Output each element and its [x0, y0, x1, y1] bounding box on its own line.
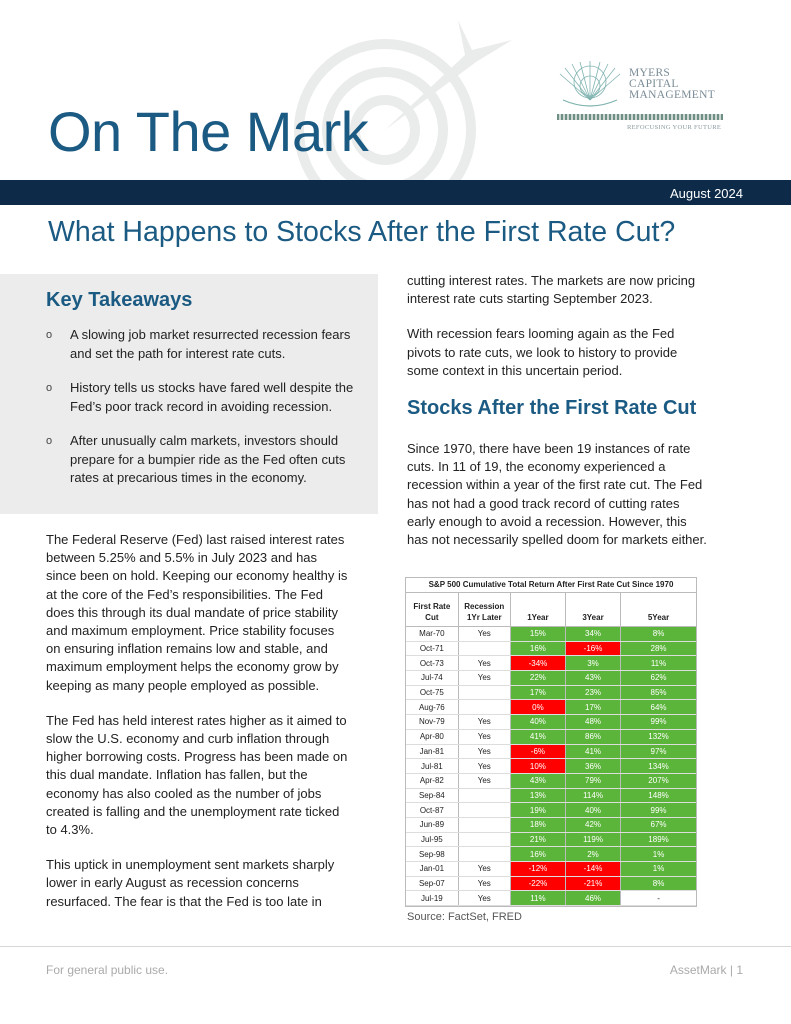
- footer-divider: [0, 946, 791, 947]
- table-cell: 2%: [565, 847, 620, 862]
- issue-date: August 2024: [669, 186, 743, 201]
- table-row: [406, 788, 696, 803]
- table-cell: Jul-81: [406, 759, 458, 774]
- bullet-icon: o: [46, 329, 53, 341]
- table-cell: Oct-75: [406, 685, 458, 700]
- logo-band: [557, 114, 723, 120]
- table-cell: -16%: [565, 641, 620, 656]
- table-cell: 67%: [621, 817, 696, 832]
- table-title: S&P 500 Cumulative Total Return After First Rate Cut Since 1970: [406, 578, 696, 593]
- company-logo: [555, 60, 740, 140]
- left-column: [46, 531, 348, 928]
- table-cell: 1%: [621, 847, 696, 862]
- table-cell: 0%: [510, 700, 565, 715]
- table-cell: Mar-70: [406, 627, 458, 642]
- section-body: [407, 440, 707, 549]
- table-cell: 114%: [565, 788, 620, 803]
- table-cell: -34%: [510, 656, 565, 671]
- table-row: [406, 656, 696, 671]
- table-cell: Oct-73: [406, 656, 458, 671]
- footer-page: AssetMark | 1: [669, 963, 743, 977]
- table-row: [406, 773, 696, 788]
- table-cell: 132%: [621, 729, 696, 744]
- table-cell: Sep-98: [406, 847, 458, 862]
- table-cell: -14%: [565, 862, 620, 877]
- footer-disclaimer: For general public use.: [46, 963, 169, 977]
- table-cell: Aug-76: [406, 700, 458, 715]
- fan-logo-icon: [555, 60, 625, 112]
- table-row: [406, 817, 696, 832]
- table-cell: 42%: [565, 817, 620, 832]
- table-cell: Yes: [458, 744, 510, 759]
- logo-line-1: MYERS: [629, 67, 671, 79]
- table-cell: 41%: [565, 744, 620, 759]
- table-cell: 23%: [565, 685, 620, 700]
- table-header: 5Year: [621, 593, 696, 627]
- table-cell: Jun-89: [406, 817, 458, 832]
- table-cell: 3%: [565, 656, 620, 671]
- table-row: [406, 759, 696, 774]
- table-row: [406, 641, 696, 656]
- table-cell: 40%: [565, 803, 620, 818]
- article-headline: What Happens to Stocks After the First Rate Cut?: [48, 216, 676, 248]
- table-cell: 48%: [565, 715, 620, 730]
- table-cell: 40%: [510, 715, 565, 730]
- table-row: [406, 715, 696, 730]
- body-paragraph: Since 1970, there have been 19 instances of rate cuts. In 11 of 19, the economy experienced a recession within a year of the first rate cut. The Fed has not had a good track record of cutting rates early enough to avoid a recession. However, this has not necessarily spelled doom for markets either.: [407, 441, 707, 548]
- table-cell: Sep-84: [406, 788, 458, 803]
- table-cell: Yes: [458, 715, 510, 730]
- table-cell: Sep-07: [406, 876, 458, 891]
- brand-title: On The Mark: [48, 100, 369, 163]
- table-row: [406, 700, 696, 715]
- table-cell: [458, 641, 510, 656]
- table-cell: -6%: [510, 744, 565, 759]
- section-title: Stocks After the First Rate Cut: [407, 397, 697, 419]
- table-header: First Rate Cut: [406, 593, 458, 627]
- table-cell: 79%: [565, 773, 620, 788]
- table-row: [406, 685, 696, 700]
- table-cell: 36%: [565, 759, 620, 774]
- table-header: 1Year: [510, 593, 565, 627]
- table-cell: Yes: [458, 891, 510, 906]
- table-cell: [458, 847, 510, 862]
- table-cell: -: [621, 891, 696, 906]
- bullet-icon: o: [46, 382, 53, 394]
- table-cell: 16%: [510, 847, 565, 862]
- table-cell: [458, 700, 510, 715]
- body-paragraph: This uptick in unemployment sent markets sharply lower in early August as recession concerns resurfaced. The fear is that the Fed is too late in: [46, 857, 335, 909]
- table-cell: 43%: [510, 773, 565, 788]
- table-cell: 85%: [621, 685, 696, 700]
- body-paragraph: The Federal Reserve (Fed) last raised interest rates between 5.25% and 5.5% in July 2023 and has since been on hold. Keeping our economy healthy is at the core of the Fed’s responsibilities. The Fed does this through its dual mandate of price stability and maximum employment. Price stability focuses on ensuring inflation remains low and stable, and maximum employment helps the economy grow by keeping as many people employed as possible.: [46, 532, 348, 693]
- table-cell: 28%: [621, 641, 696, 656]
- table-cell: 15%: [510, 627, 565, 642]
- table-cell: Jul-19: [406, 891, 458, 906]
- table-row: [406, 891, 696, 906]
- table-cell: [458, 832, 510, 847]
- table-cell: 34%: [565, 627, 620, 642]
- logo-tagline: REFOCUSING YOUR FUTURE: [627, 124, 722, 131]
- table-cell: 11%: [510, 891, 565, 906]
- table-cell: Yes: [458, 656, 510, 671]
- table-cell: 43%: [565, 671, 620, 686]
- table-header: 3Year: [565, 593, 620, 627]
- table-cell: [458, 817, 510, 832]
- table-cell: 148%: [621, 788, 696, 803]
- table-cell: 8%: [621, 627, 696, 642]
- table-row: [406, 671, 696, 686]
- table-cell: Yes: [458, 862, 510, 877]
- key-takeaways-title: Key Takeaways: [46, 289, 193, 311]
- table-cell: [458, 685, 510, 700]
- table-row: [406, 744, 696, 759]
- table-cell: Oct-87: [406, 803, 458, 818]
- table-cell: 18%: [510, 817, 565, 832]
- table-cell: 22%: [510, 671, 565, 686]
- table-cell: 99%: [621, 715, 696, 730]
- table-cell: -21%: [565, 876, 620, 891]
- table-cell: 17%: [565, 700, 620, 715]
- table-cell: 8%: [621, 876, 696, 891]
- table-cell: 16%: [510, 641, 565, 656]
- table-row: [406, 803, 696, 818]
- returns-grid: [406, 593, 696, 906]
- table-row: [406, 832, 696, 847]
- table-body: [406, 627, 696, 906]
- table-cell: 19%: [510, 803, 565, 818]
- table-cell: Oct-71: [406, 641, 458, 656]
- table-cell: Apr-82: [406, 773, 458, 788]
- table-cell: 1%: [621, 862, 696, 877]
- table-cell: Apr-80: [406, 729, 458, 744]
- table-cell: Nov-79: [406, 715, 458, 730]
- list-item: o History tells us stocks have fared well despite the Fed’s poor track record in avoiding recession.: [46, 380, 354, 414]
- list-item: o A slowing job market resurrected recession fears and set the path for interest rate cuts.: [46, 327, 351, 361]
- table-cell: 99%: [621, 803, 696, 818]
- table-cell: 21%: [510, 832, 565, 847]
- table-cell: 46%: [565, 891, 620, 906]
- table-cell: Jul-95: [406, 832, 458, 847]
- table-cell: 13%: [510, 788, 565, 803]
- table-cell: Yes: [458, 729, 510, 744]
- table-cell: -12%: [510, 862, 565, 877]
- table-cell: 62%: [621, 671, 696, 686]
- table-cell: -22%: [510, 876, 565, 891]
- table-cell: Yes: [458, 627, 510, 642]
- table-row: [406, 847, 696, 862]
- table-cell: Yes: [458, 671, 510, 686]
- table-row: [406, 729, 696, 744]
- table-row: [406, 862, 696, 877]
- bullet-icon: o: [46, 435, 53, 447]
- table-header: Recession 1Yr Later: [458, 593, 510, 627]
- body-paragraph: cutting interest rates. The markets are now pricing interest rate cuts starting September 2023.: [407, 273, 696, 307]
- table-cell: 119%: [565, 832, 620, 847]
- table-row: [406, 876, 696, 891]
- table-cell: Jul-74: [406, 671, 458, 686]
- key-takeaways-list: [46, 326, 356, 504]
- source-note: Source: FactSet, FRED: [407, 911, 522, 923]
- table-cell: 207%: [621, 773, 696, 788]
- logo-line-3: MANAGEMENT: [629, 89, 716, 101]
- table-cell: 97%: [621, 744, 696, 759]
- table-cell: 10%: [510, 759, 565, 774]
- table-cell: Yes: [458, 759, 510, 774]
- table-cell: [458, 788, 510, 803]
- table-cell: 189%: [621, 832, 696, 847]
- body-paragraph: The Fed has held interest rates higher as it aimed to slow the U.S. economy and curb inflation through higher borrowing costs. Progress has been made on this dual mandate. Inflation has fallen, but the economy has also cooled as the number of jobs created is falling and the unemployment rate ticked to 4.3%.: [46, 712, 348, 838]
- table-cell: 86%: [565, 729, 620, 744]
- table-cell: 64%: [621, 700, 696, 715]
- table-row: [406, 627, 696, 642]
- right-column: [407, 272, 707, 397]
- logo-line-2: CAPITAL: [629, 78, 679, 90]
- returns-table: [405, 577, 697, 907]
- body-paragraph: With recession fears looming again as the Fed pivots to rate cuts, we look to history to provide some context in this uncertain period.: [407, 326, 678, 378]
- table-cell: 134%: [621, 759, 696, 774]
- list-item: o After unusually calm markets, investors should prepare for a bumpier ride as the Fed often cuts rates at precarious times in the economy.: [46, 433, 346, 485]
- table-cell: Yes: [458, 876, 510, 891]
- table-cell: 17%: [510, 685, 565, 700]
- table-cell: 11%: [621, 656, 696, 671]
- table-cell: Yes: [458, 773, 510, 788]
- table-cell: Jan-01: [406, 862, 458, 877]
- table-cell: [458, 803, 510, 818]
- table-cell: Jan-81: [406, 744, 458, 759]
- table-cell: 41%: [510, 729, 565, 744]
